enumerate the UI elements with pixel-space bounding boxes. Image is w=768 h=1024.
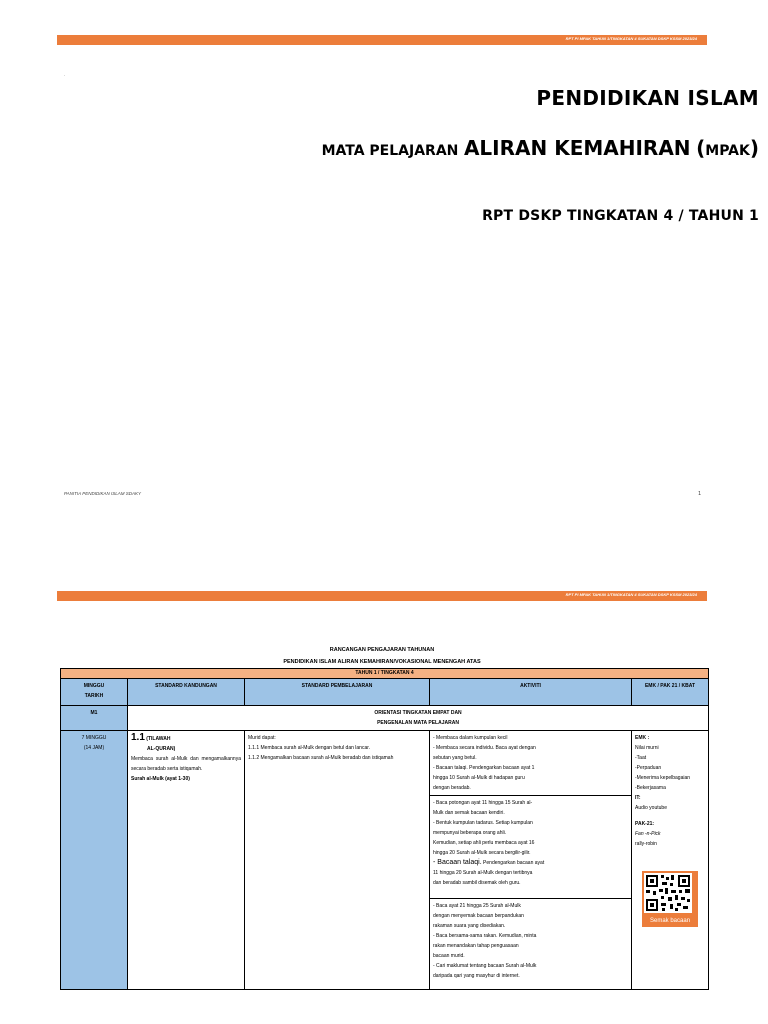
activity-2-line: - Bentuk kumpulan tadarus. Setiap kumpulan <box>433 820 533 826</box>
qr-label: Semak bacaan <box>650 918 691 924</box>
header-tarikh-label: TARIKH <box>84 693 104 699</box>
it-item: Audio youtube <box>635 805 667 811</box>
activity-1-line: - Bacaan talaqi. Pendengarkan bacaan ayat 1 <box>433 765 535 771</box>
subtitle-small: MATA PELAJARAN <box>321 143 459 159</box>
sk-heading-1: (TILAWAH <box>146 736 171 742</box>
emk-item: -Taat <box>635 755 647 761</box>
header-band-text-2: RPT PI MPAK TAHUN 1/TINGKATAN 4 SUKATAN DSKP KSSM 2023/24 <box>565 592 697 597</box>
sp-item-2: 1.1.2 Mengamalkan bacaan surah al-Mulk beradab dan istiqamah <box>248 755 394 761</box>
page-title: PENDIDIKAN ISLAM <box>536 86 759 110</box>
page-subtitle <box>322 136 759 160</box>
rpt-table <box>60 668 709 990</box>
activity-2-line: Kemudian, setiap ahli perlu membaca ayat 16 <box>433 840 535 846</box>
activity-1-line: dengan beradab. <box>433 785 471 791</box>
activity-2-talaqi: - Bacaan talaqi. <box>433 859 482 866</box>
m1-cell: M1 <box>61 706 128 731</box>
activity-3-line: - Baca ayat 21 hingga 25 Surah al-Mulk <box>433 903 521 909</box>
pak-item: rally-robin <box>635 841 657 847</box>
qr-code[interactable] <box>642 871 698 927</box>
emk-cell <box>632 731 709 990</box>
orientation-cell <box>128 706 709 731</box>
activity-1-line: - Membaca dalam kumpulan kecil <box>433 735 508 741</box>
activity-cell-3 <box>430 899 632 990</box>
emk-item: Nilai murni <box>635 745 659 751</box>
it-title: IT: <box>635 795 641 801</box>
activity-1-line: sebutan yang betul. <box>433 755 477 761</box>
activity-1-line: - Membaca secara individu. Baca ayat dengan <box>433 745 536 751</box>
header-aktiviti: AKTIVITI <box>430 679 632 706</box>
week-line-1: 7 MINGGU <box>81 735 107 741</box>
week-cell <box>61 731 128 990</box>
activity-cell-1 <box>430 731 632 796</box>
activity-2-line: dan beradab sambil disemak oleh guru. <box>433 880 521 886</box>
header-minggu-label: MINGGU <box>83 683 105 689</box>
header-band <box>57 35 707 45</box>
sp-item-1: 1.1.1 Membaca surah al-Mulk dengan betul dan lancar. <box>248 745 371 751</box>
activity-2-line: 11 hingga 20 Surah al-Mulk dengan tertibnya <box>433 870 533 876</box>
sp-cell <box>245 731 430 990</box>
header-minggu <box>61 679 128 706</box>
subtitle-paren-open: ( <box>696 136 706 160</box>
activity-3-line: - Cari maklumat tentang bacaan Surah al-Mulk <box>433 963 537 969</box>
emk-item: -Perpaduan <box>635 765 662 771</box>
emk-item: -Bekerjasama <box>635 785 666 791</box>
activity-2-line: mempunyai beberapa orang ahli. <box>433 830 507 836</box>
page-number: 1 <box>698 491 702 497</box>
sk-number: 1.1 <box>131 732 145 743</box>
subtitle-large: ALIRAN KEMAHIRAN <box>463 136 691 160</box>
sk-surah: Surah al-Mulk (ayat 1-30) <box>131 776 190 782</box>
year-row: TAHUN 1 / TINGKATAN 4 <box>61 669 709 679</box>
emk-title: EMK : <box>635 735 650 741</box>
sk-heading-2: AL-QURAN) <box>147 746 176 752</box>
stray-dot: . <box>64 72 66 77</box>
orientation-line-1: ORIENTASI TINGKATAN EMPAT DAN <box>374 710 462 716</box>
activity-cell-2 <box>430 796 632 899</box>
activity-2-line: hingga 20 Surah al-Mulk secara bergilir-gilir. <box>433 850 531 856</box>
activity-3-line: bacaan murid. <box>433 953 465 959</box>
header-standard-kandungan: STANDARD KANDUNGAN <box>128 679 245 706</box>
header-standard-pembelajaran: STANDARD PEMBELAJARAN <box>245 679 430 706</box>
activity-2-talaqi-rest: Pendengarkan bacaan ayat <box>483 860 545 866</box>
subtitle-abbr: MPAK <box>705 143 750 159</box>
rpt-subheading: PENDIDIKAN ISLAM ALIRAN KEMAHIRAN/VOKASIONAL MENENGAH ATAS <box>283 659 481 665</box>
rpt-heading: RANCANGAN PENGAJARAN TAHUNAN <box>329 647 435 653</box>
sk-body: Membaca surah al-Mulk dan mengamalkannya secara beradab serta istiqamah. <box>131 756 241 772</box>
sk-cell <box>128 731 245 990</box>
emk-item: -Menerima kepelbagaian <box>635 775 691 781</box>
activity-3-line: daripada qari yang masyhur di internet. <box>433 973 520 979</box>
header-band-text: RPT PI MPAK TAHUN 1/TINGKATAN 4 SUKATAN DSKP KSSM 2023/24 <box>565 36 697 41</box>
qr-code-icon <box>644 873 692 913</box>
activity-2-line: - Baca potongan ayat 11 hingga 15 Surah al- <box>433 800 533 806</box>
pak-item: Fan -n-Pick <box>635 831 661 837</box>
activity-3-line: dengan menyemak bacaan berpandukan <box>433 913 524 919</box>
sp-intro: Murid dapat: <box>248 735 276 741</box>
activity-3-line: - Baca bersama-sama rakan. Kemudian, minta <box>433 933 537 939</box>
orientation-line-2: PENGENALAN MATA PELAJARAN <box>377 720 459 726</box>
rpt-line: RPT DSKP TINGKATAN 4 / TAHUN 1 <box>482 208 759 224</box>
activity-1-line: hingga 10 Surah al-Mulk di hadapan guru <box>433 775 525 781</box>
header-emk: EMK / PAK 21 / KBAT <box>632 679 709 706</box>
activity-3-line: rakaman suara yang disediakan. <box>433 923 506 929</box>
activity-2-line: Mulk dan semak bacaan kendiri. <box>433 810 505 816</box>
footer-left: PANITIA PENDIDIKAN ISLAM SDAKY <box>64 491 142 496</box>
header-band-2 <box>57 591 707 601</box>
activity-3-line: rakan menandakan tahap penguasaan <box>433 943 519 949</box>
week-line-2: (14 JAM) <box>83 745 105 751</box>
pak-title: PAK-21: <box>635 821 655 827</box>
subtitle-paren-close: ) <box>749 136 759 160</box>
